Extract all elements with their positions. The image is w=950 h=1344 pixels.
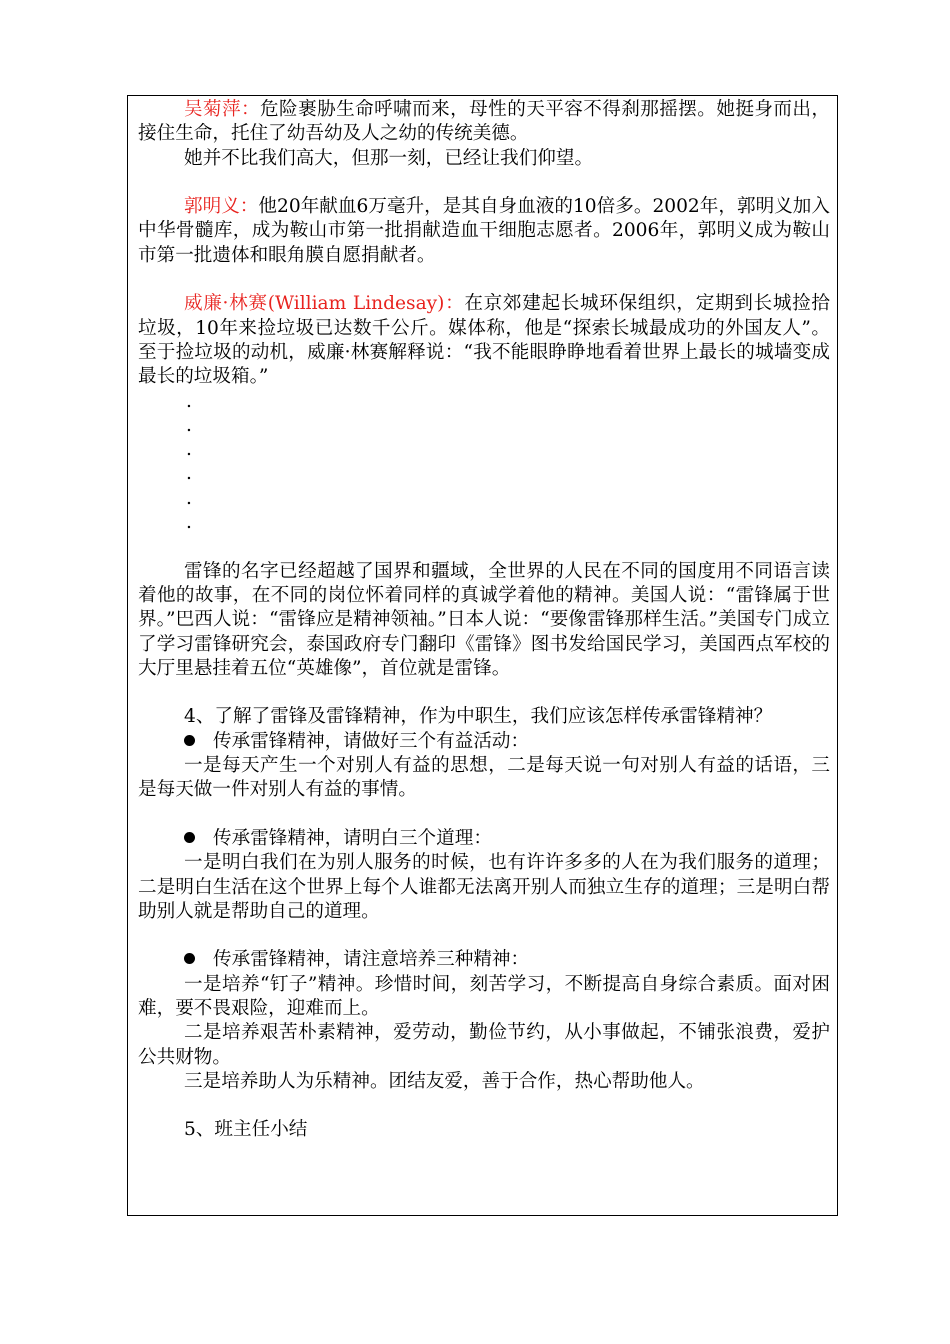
bullet-item (138, 827, 830, 851)
profile-wu-juping (138, 98, 830, 147)
profile-name: 郭明义： (184, 196, 259, 218)
bullet-item (138, 730, 830, 754)
profile-text: 在京郊建起长城环保组织，定期到长城捡拾垃圾，10年来捡垃圾已达数千公斤。媒体称，他是“探索长城最成功的外国友人”。至于捡垃圾的动机，威廉·林赛解释说：“我不能眼睁睁地看着世界上最长的城墙变成最长的垃圾箱。” (138, 293, 830, 388)
profile-text: 她并不比我们高大，但那一刻，已经让我们仰望。 (184, 147, 594, 169)
bullet-dot-icon (184, 953, 195, 964)
bullet-dot-icon (184, 832, 195, 843)
section-5-heading: 5、班主任小结 (184, 1119, 308, 1141)
bullet-text: 一是明白我们在为别人服务的时候，也有许许多多的人在为我们服务的道理；二是明白生活在这个世界上每个人谁都无法离开别人而独立生存的道理；三是明白帮助别人就是帮助自己的道理。 (138, 852, 830, 922)
ellipsis-dot: . (186, 390, 192, 412)
document-table-cell (127, 95, 838, 1216)
profile-william-lindesay (138, 292, 830, 389)
profile-name: 吴菊萍： (184, 99, 261, 120)
profile-text: 危险裹胁生命呼啸而来，母性的天平容不得刹那摇摆。她挺身而出，接住生命，托住了幼吾幼及人之幼的传统美德。 (138, 99, 830, 145)
bullet-text: 一是培养“钉子”精神。珍惜时间，刻苦学习，不断提高自身综合素质。面对困难，要不畏艰险，迎难而上。 (138, 973, 830, 1019)
ellipsis-dot: . (186, 439, 192, 461)
bullet-title: 传承雷锋精神，请做好三个有益活动： (213, 730, 530, 752)
ellipsis-dot: . (186, 463, 192, 485)
profile-text: 他20年献血6万毫升，是其自身血液的10倍多。2002年，郭明义加入中华骨髓库，成为鞍山市第一批捐献造血干细胞志愿者。2006年，郭明义成为鞍山市第一批遗体和眼角膜自愿捐献者。 (138, 196, 830, 266)
profile-guo-mingyi (138, 195, 830, 268)
bullet-text: 三是培养助人为乐精神。团结友爱，善于合作，热心帮助他人。 (184, 1070, 705, 1092)
question-4: 4、了解了雷锋及雷锋精神，作为中职生，我们应该怎样传承雷锋精神？ (184, 706, 773, 728)
bullet-text: 二是培养艰苦朴素精神，爱劳动，勤俭节约，从小事做起，不铺张浪费，爱护公共财物。 (138, 1022, 830, 1068)
bullet-title: 传承雷锋精神，请注意培养三种精神： (213, 949, 530, 971)
world-paragraph: 雷锋的名字已经超越了国界和疆域，全世界的人民在不同的国度用不同语言读着他的故事，在不同的岗位怀着同样的真诚学着他的精神。美国人说：“雷锋属于世界。”巴西人说：“雷锋应是精神领袖。”日本人说：“要像雷锋那样生活。”美国专门成立了学习雷锋研究会，泰国政府专门翻印《雷锋》图书发给国民学习，美国西点军校的大厅里悬挂着五位“英雄像”，首位就是雷锋。 (138, 560, 830, 679)
ellipsis-dot: . (186, 487, 192, 509)
bullet-item (138, 948, 830, 972)
ellipsis-dot: . (186, 414, 192, 436)
bullet-dot-icon (184, 735, 195, 746)
profile-name: 威廉·林赛(William Lindesay)： (184, 293, 465, 315)
cell-content (138, 98, 830, 1143)
bullet-text: 一是每天产生一个对别人有益的思想，二是每天说一句对别人有益的话语，三是每天做一件对别人有益的事情。 (138, 755, 830, 801)
ellipsis-dot: . (186, 512, 192, 534)
bullet-title: 传承雷锋精神，请明白三个道理： (213, 827, 492, 849)
